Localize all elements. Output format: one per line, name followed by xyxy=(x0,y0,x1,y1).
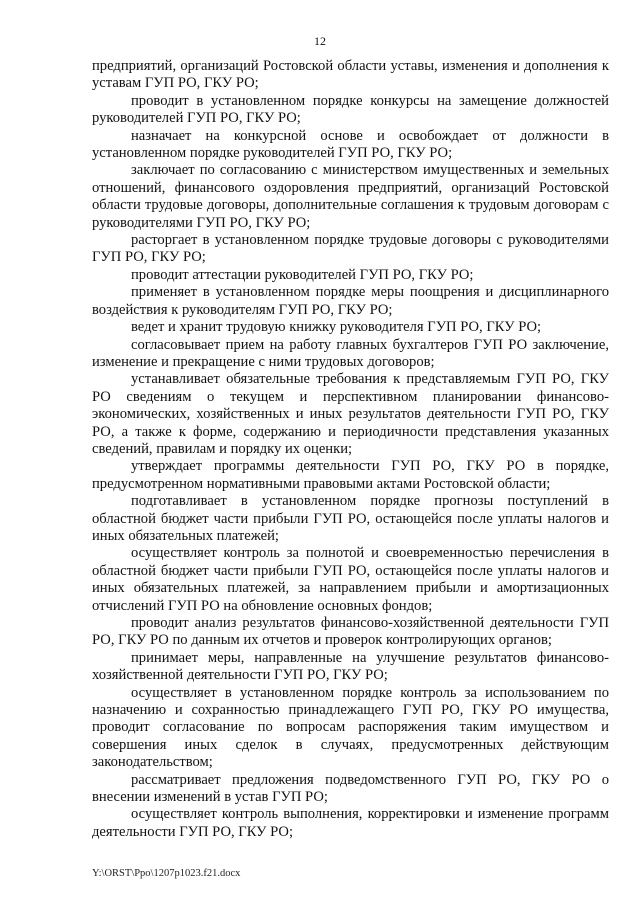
paragraph: утверждает программы деятельности ГУП РО, ГКУ РО в порядке, предусмотренном нормативными правовыми актами Ростовской области; xyxy=(92,458,609,492)
paragraph: применяет в установленном порядке меры поощрения и дисциплинарного воздействия к руководителям ГУП РО, ГКУ РО; xyxy=(92,284,609,318)
paragraph: согласовывает прием на работу главных бухгалтеров ГУП РО заключение, изменение и прекращение с ними трудовых договоров; xyxy=(92,336,609,370)
paragraph: подготавливает в установленном порядке прогнозы поступлений в областной бюджет части прибыли ГУП РО, остающейся после уплаты налогов и иных обязательных платежей; xyxy=(92,493,609,544)
paragraph: проводит в установленном порядке конкурсы на замещение должностей руководителей ГУП РО, ГКУ РО; xyxy=(92,92,609,127)
paragraph: рассматривает предложения подведомственного ГУП РО, ГКУ РО о внесении изменений в устав ГУП РО; xyxy=(92,771,609,806)
paragraph: осуществляет в установленном порядке контроль за использованием по назначению и сохранностью принадлежащего ГУП РО, ГКУ РО имущества, проводит согласование по вопросам распоряжения таким имуществом и совершения иных сделок в случаях, предусмотренных действующим законодательством; xyxy=(92,684,609,771)
paragraph: проводит аттестации руководителей ГУП РО, ГКУ РО; xyxy=(131,266,474,283)
file-path-footer: Y:\ORST\Ppo\1207p1023.f21.docx xyxy=(92,868,241,879)
paragraph: проводит анализ результатов финансово-хозяйственной деятельности ГУП РО, ГКУ РО по данным их отчетов и проверок контролирующих органов; xyxy=(92,615,609,649)
document-body xyxy=(92,58,609,841)
paragraph: назначает на конкурсной основе и освобождает от должности в установленном порядке руководителей ГУП РО, ГКУ РО; xyxy=(92,127,609,162)
paragraph: осуществляет контроль выполнения, корректировки и изменение программ деятельности ГУП РО, ГКУ РО; xyxy=(92,806,609,840)
paragraph: принимает меры, направленные на улучшение результатов финансово-хозяйственной деятельности ГУП РО, ГКУ РО; xyxy=(92,649,609,684)
paragraph: расторгает в установленном порядке трудовые договоры с руководителями ГУП РО, ГКУ РО; xyxy=(92,232,609,266)
paragraph: ведет и хранит трудовую книжку руководителя ГУП РО, ГКУ РО; xyxy=(131,319,542,336)
paragraph: устанавливает обязательные требования к представляемым ГУП РО, ГКУ РО сведениям о текущем и перспективном планировании финансово-экономических, хозяйственных и иных результатов деятельности ГУП РО, ГКУ РО, а также к форме, содержанию и периодичности представления указанных сведений, правилам и порядку их оценки; xyxy=(92,371,609,457)
paragraph: предприятий, организаций Ростовской области уставы, изменения и дополнения к уставам ГУП РО, ГКУ РО; xyxy=(92,58,609,92)
page-number: 12 xyxy=(314,34,326,48)
paragraph: заключает по согласованию с министерством имущественных и земельных отношений, финансового оздоровления предприятий, организаций Ростовской области трудовые договоры, дополнительные соглашения к трудовым договорам с руководителями ГУП РО, ГКУ РО; xyxy=(92,162,609,231)
paragraph: осуществляет контроль за полнотой и своевременностью перечисления в областной бюджет части прибыли ГУП РО, остающейся после уплаты налогов и иных обязательных платежей, за направлением прибыли и амортизационных отчислений ГУП РО на обновление основных фондов; xyxy=(92,545,609,614)
